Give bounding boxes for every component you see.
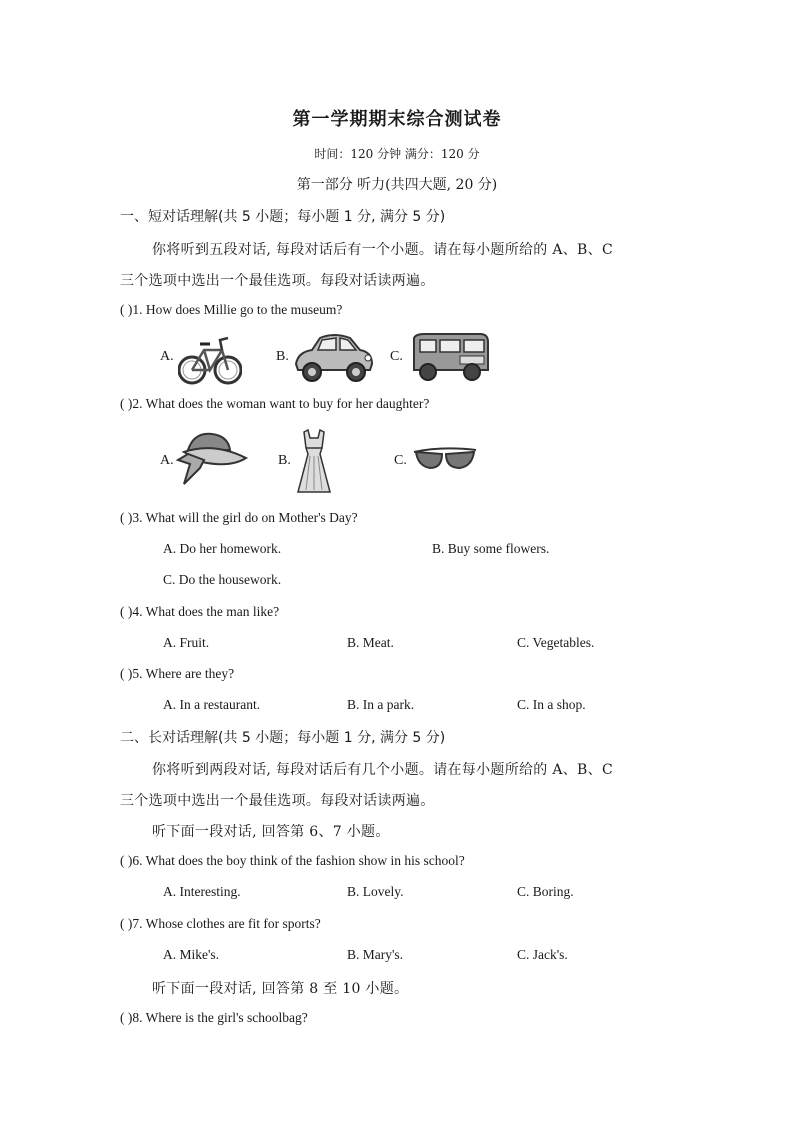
listen-instruction-8-10: 听下面一段对话, 回答第 8 至 10 小题。 — [152, 981, 409, 997]
page-title: 第一学期期末综合测试卷 — [292, 109, 502, 130]
section2-heading: 二、长对话理解(共 5 小题；每小题 1 分, 满分 5 分) — [120, 730, 446, 746]
listen-instruction-6-7: 听下面一段对话, 回答第 6、7 小题。 — [152, 824, 390, 840]
q5-option-c: C. In a shop. — [517, 697, 586, 712]
q5-option-a: A. In a restaurant. — [163, 697, 261, 712]
hat-icon — [174, 428, 250, 492]
dress-icon — [294, 428, 334, 496]
question-4: ( )4. What does the man like? — [120, 604, 280, 619]
question-7: ( )7. Whose clothes are fit for sports? — [120, 916, 321, 931]
q1-option-c-label: C. — [390, 349, 403, 364]
sunglasses-icon — [412, 444, 478, 476]
q7-option-a: A. Mike's. — [163, 947, 220, 962]
question-5: ( )5. Where are they? — [120, 666, 235, 681]
q1-option-a-label: A. — [160, 349, 174, 364]
q1-option-b-label: B. — [276, 349, 289, 364]
question-1: ( )1. How does Millie go to the museum? — [120, 302, 343, 317]
section1-heading: 一、短对话理解(共 5 小题；每小题 1 分, 满分 5 分) — [120, 209, 446, 225]
q3-option-b: B. Buy some flowers. — [432, 541, 550, 556]
question-2: ( )2. What does the woman want to buy for her daughter? — [120, 396, 430, 411]
question-8: ( )8. Where is the girl's schoolbag? — [120, 1010, 308, 1025]
q6-option-b: B. Lovely. — [347, 884, 404, 899]
section2-instruction-line2: 三个选项中选出一个最佳选项。每段对话读两遍。 — [120, 793, 435, 809]
q6-option-a: A. Interesting. — [163, 884, 241, 899]
q4-option-c: C. Vegetables. — [517, 635, 595, 650]
exam-meta: 时间：120 分钟 满分：120 分 — [314, 147, 480, 161]
question-6: ( )6. What does the boy think of the fashion show in his school? — [120, 853, 465, 868]
bicycle-icon — [178, 330, 242, 388]
q7-option-c: C. Jack's. — [517, 947, 568, 962]
q2-option-c-label: C. — [394, 453, 407, 468]
q4-option-b: B. Meat. — [347, 635, 394, 650]
car-icon — [292, 330, 376, 384]
part-heading: 第一部分 听力(共四大题, 20 分) — [296, 177, 498, 193]
q4-option-a: A. Fruit. — [163, 635, 210, 650]
q3-option-c: C. Do the housework. — [163, 572, 282, 587]
q6-option-c: C. Boring. — [517, 884, 574, 899]
q2-option-a-label: A. — [160, 453, 174, 468]
q3-option-a: A. Do her homework. — [163, 541, 282, 556]
q5-option-b: B. In a park. — [347, 697, 415, 712]
bus-icon — [408, 330, 492, 384]
section2-instruction-line1: 你将听到两段对话, 每段对话后有几个小题。请在每小题所给的 A、B、C — [152, 762, 613, 778]
q7-option-b: B. Mary's. — [347, 947, 404, 962]
question-3: ( )3. What will the girl do on Mother's Day? — [120, 510, 358, 525]
section1-instruction-line1: 你将听到五段对话, 每段对话后有一个小题。请在每小题所给的 A、B、C — [152, 242, 613, 258]
q2-option-b-label: B. — [278, 453, 291, 468]
section1-instruction-line2: 三个选项中选出一个最佳选项。每段对话读两遍。 — [120, 273, 435, 289]
